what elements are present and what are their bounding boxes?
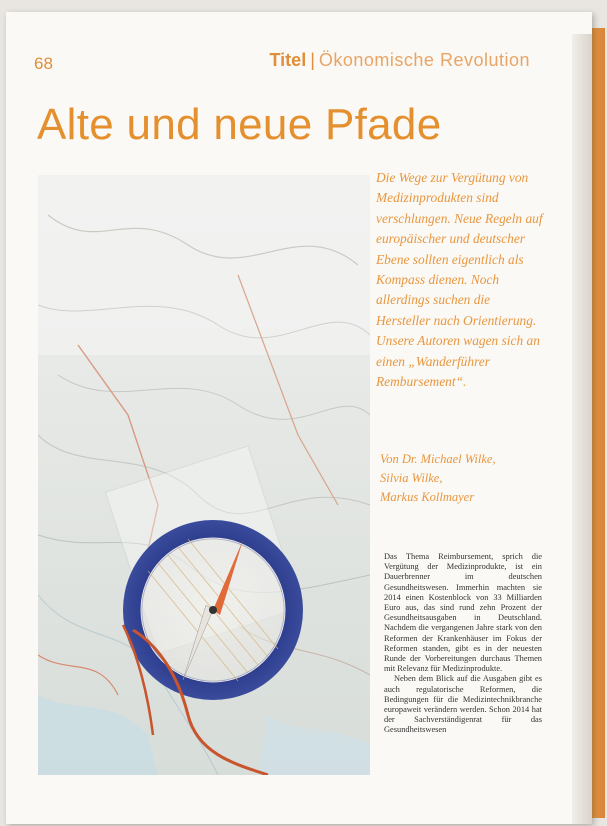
article-lead <box>376 168 546 392</box>
article-title: Alte und neue Pfade <box>37 100 442 149</box>
page-curl-shadow <box>572 34 592 824</box>
author-line: Silvia Wilke, <box>380 471 443 485</box>
section-label: Titel <box>269 50 307 70</box>
author-line: Von Dr. Michael Wilke, <box>380 452 496 466</box>
section-separator: | <box>310 50 315 70</box>
section-topic: Ökonomische Revolution <box>318 50 530 70</box>
page-number: 68 <box>34 54 53 73</box>
lead-text: Die Wege zur Vergütung von Medizinprodukten sind verschlungen. Neue Regeln auf europäischer und deutscher Ebene sollten eigentlich als Kompass dienen. Noch allerdings suchen die Hersteller nach Orientierung. Unsere Autoren wagen sich an einen „Wanderführer Rembursement“. <box>376 170 543 390</box>
section-heading <box>270 50 530 71</box>
running-header <box>30 48 540 74</box>
body-paragraph: Neben dem Blick auf die Ausgaben gibt es auch regulatorische Reformen, die Bedingungen für die Medizintechnikbranche europaweit verändern werden. Schon 2014 hat der Sachverständigenrat für das Gesundheitswesen <box>384 674 542 735</box>
map-compass-photo <box>38 175 370 775</box>
adjacent-page-edge <box>591 28 605 818</box>
compass-dial <box>123 520 303 700</box>
author-byline <box>380 450 550 507</box>
article-body <box>384 552 542 736</box>
body-paragraph: Das Thema Reimbursement, sprich die Vergütung der Medizinprodukte, ist ein Dauerbrenner im deutschen Gesundheitswesen. Immerhin machten sie 2014 einen Kostenblock von 33 Milliarden Euro aus, das sind rund zehn Prozent der Gesundheitsausgaben in Deutschland. Nachdem die vergangenen Jahre stark von den Reformen der Krankenhäuser im Fokus der Reformen standen, gibt es in der neuesten Runde der Vorbereitungen durchaus Themen mit Relevanz für Medizinprodukte. <box>384 552 542 674</box>
author-line: Markus Kollmayer <box>380 490 475 504</box>
